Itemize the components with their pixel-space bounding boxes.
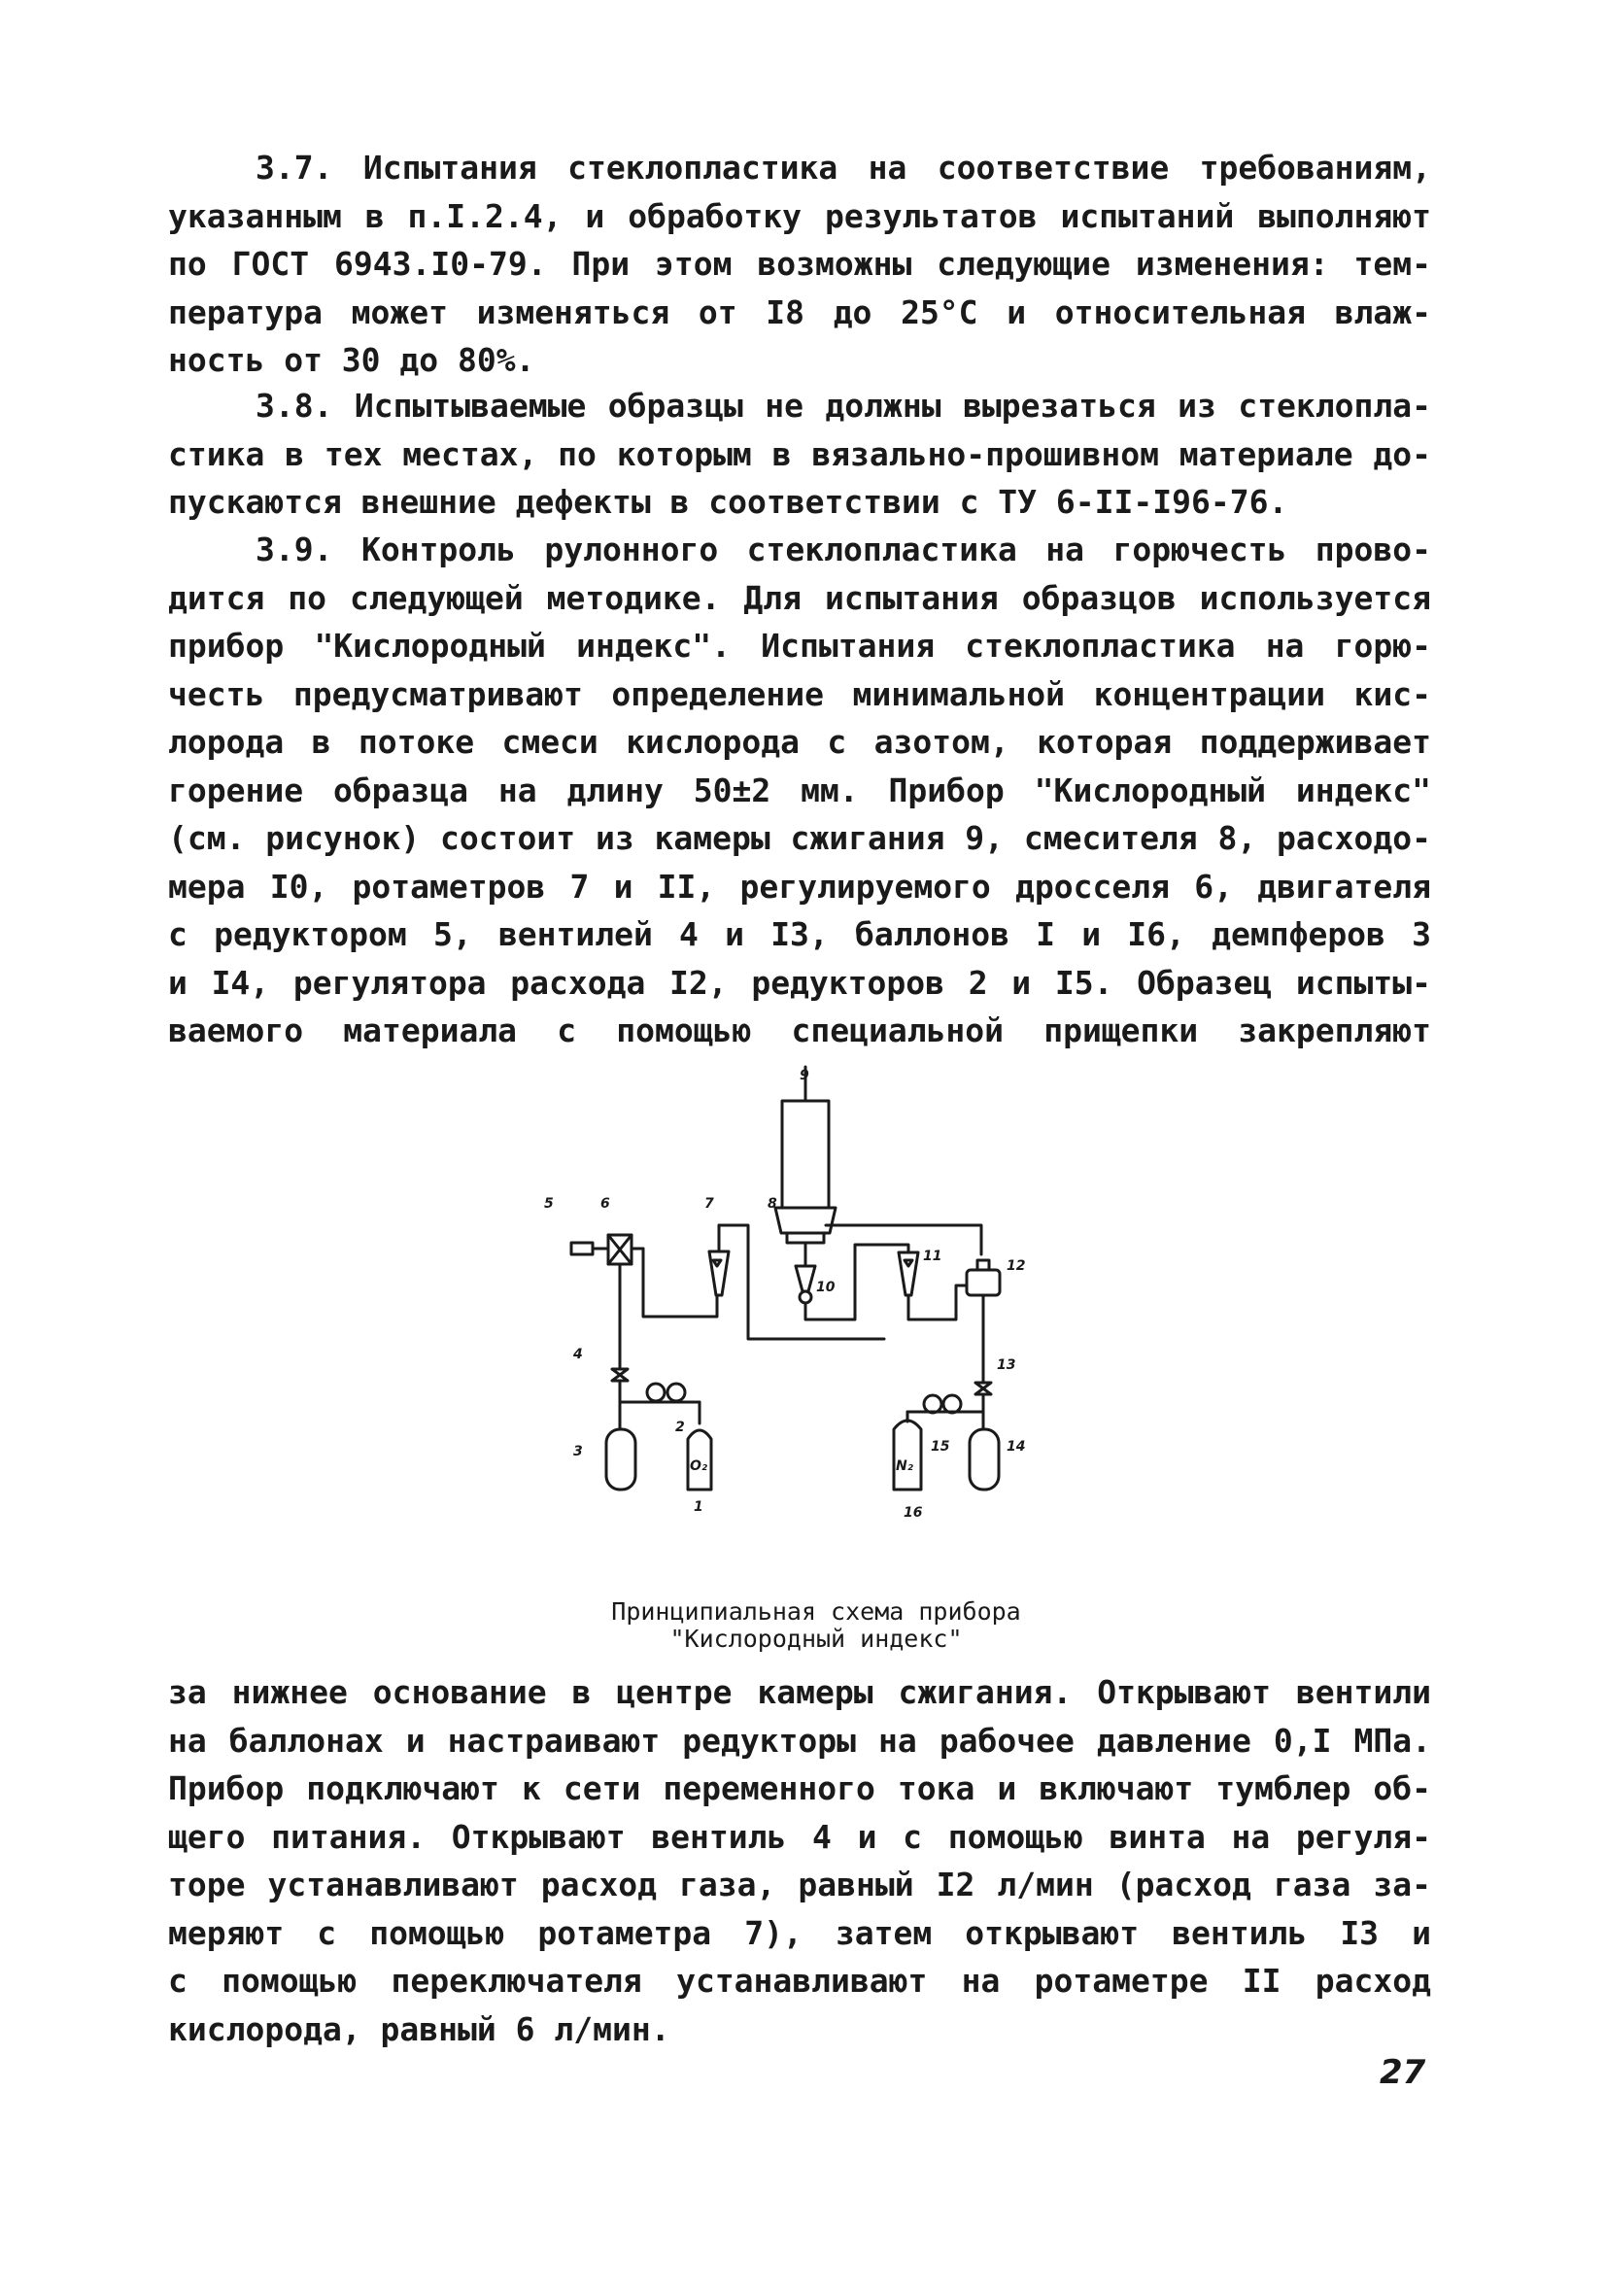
pipe [826,1225,981,1254]
page-number: 27 [1380,2053,1426,2092]
flowmeter-bulb [800,1291,811,1303]
text-line: указанным в п.I.2.4, и обработку результатов испытаний выполняют [168,196,1431,235]
label-7: 7 [704,1196,714,1212]
damper-14 [970,1429,999,1490]
label-n2: N₂ [896,1458,913,1474]
label-11: 11 [923,1249,942,1264]
mixer [775,1208,836,1233]
paragraph-3-7 [168,144,1431,385]
text-line: с помощью переключателя устанавливают на ротаметре II расход [168,1962,1431,2000]
label-6: 6 [600,1196,610,1212]
text-line: 3.9. Контроль рулонного стеклопластика на горючесть прово- [256,531,1431,568]
text-line: щего питания. Открывают вентиль 4 и с помощью винта на регуля- [168,1817,1431,1856]
label-14: 14 [1007,1439,1026,1455]
rotameter-float [905,1260,912,1266]
gauge [647,1384,665,1401]
label-4: 4 [573,1347,583,1362]
damper-3 [606,1429,635,1490]
text-line: меряют с помощью ротаметра 7), затем открывают вентиль I3 и [168,1913,1431,1952]
text-line: и I4, регулятора расхода I2, редукторов 2 и I5. Образец испыты- [168,963,1431,1002]
text-line: Прибор подключают к сети переменного тока и включают тумблер об- [168,1769,1431,1807]
text-line: пускаются внешние дефекты в соответствии с ТУ 6-II-I96-76. [168,483,1288,521]
paragraph-continuation [168,1668,1431,2053]
label-13: 13 [997,1357,1016,1373]
text-line: ваемого материала с помощью специальной прищепки закрепляют [168,1011,1431,1049]
cylinder-n2 [894,1421,921,1490]
text-line: ность от 30 до 80%. [168,341,535,379]
text-line: 3.7. Испытания стеклопластика на соответствие требованиям, [256,149,1431,187]
caption-line: Принципиальная схема прибора [611,1597,1021,1626]
text-line: прибор "Кислородный индекс". Испытания стеклопластика на горю- [168,627,1431,665]
text-line: стика в тех местах, по которым в вязально-прошивном материале до- [168,434,1431,473]
valve-13 [975,1383,991,1394]
text-line: с редуктором 5, вентилей 4 и I3, баллонов I и I6, демпферов 3 [168,915,1431,953]
label-9: 9 [800,1068,809,1083]
text-line: торе устанавливают расход газа, равный I2 л/мин (расход газа за- [168,1866,1431,1903]
text-line: 3.8. Испытываемые образцы не должны вырезаться из стеклопла- [256,387,1431,425]
pipe [643,1249,717,1317]
schematic-diagram [525,1062,1108,1558]
label-8: 8 [768,1196,777,1212]
gauge [667,1384,685,1401]
text-line: за нижнее основание в центре камеры сжигания. Открывают вентили [168,1673,1431,1711]
text-line: честь предусматривают определение минимальной концентрации кис- [168,674,1431,713]
text-line: кислорода, равный 6 л/мин. [168,2009,670,2048]
label-2: 2 [675,1420,685,1435]
text-line: пература может изменяться от I8 до 25°C и относительная влаж- [168,292,1431,331]
valve-4 [612,1369,628,1381]
regulator-knob [977,1260,989,1270]
text-line: на баллонах и настраивают редукторы на рабочее давление 0,I МПа. [168,1721,1431,1760]
paragraph-3-8 [168,382,1431,527]
figure-caption [525,1598,1108,1653]
rotameter-float [713,1260,721,1266]
paragraph-3-9 [168,526,1431,1055]
caption-line: "Кислородный индекс" [669,1625,963,1653]
text-line: лорода в потоке смеси кислорода с азотом, которая поддерживает [168,723,1431,761]
label-o2: O₂ [690,1458,708,1474]
text-line: мера I0, ротаметров 7 и II, регулируемого дросселя 6, двигателя [168,867,1431,906]
label-1: 1 [694,1499,703,1515]
text-line: горение образца на длину 50±2 мм. Прибор "Кислородный индекс" [168,771,1431,809]
rotameter-7 [709,1251,729,1295]
text-line: дится по следующей методике. Для испытания образцов используется [168,578,1431,617]
combustion-chamber [782,1101,829,1208]
gauge [943,1395,961,1413]
flow-regulator [967,1270,1000,1295]
text-line: по ГОСТ 6943.I0-79. При этом возможны следующие изменения: тем- [168,245,1431,283]
label-12: 12 [1007,1258,1026,1274]
label-5: 5 [544,1196,554,1212]
label-16: 16 [904,1505,923,1521]
flowmeter [796,1266,815,1291]
label-3: 3 [573,1444,583,1459]
motor [571,1243,593,1254]
gauge [924,1395,941,1413]
label-10: 10 [816,1280,836,1295]
text-line: (см. рисунок) состоит из камеры сжигания 9, смесителя 8, расходо- [168,819,1431,857]
label-15: 15 [931,1439,950,1455]
pipe [908,1285,967,1319]
